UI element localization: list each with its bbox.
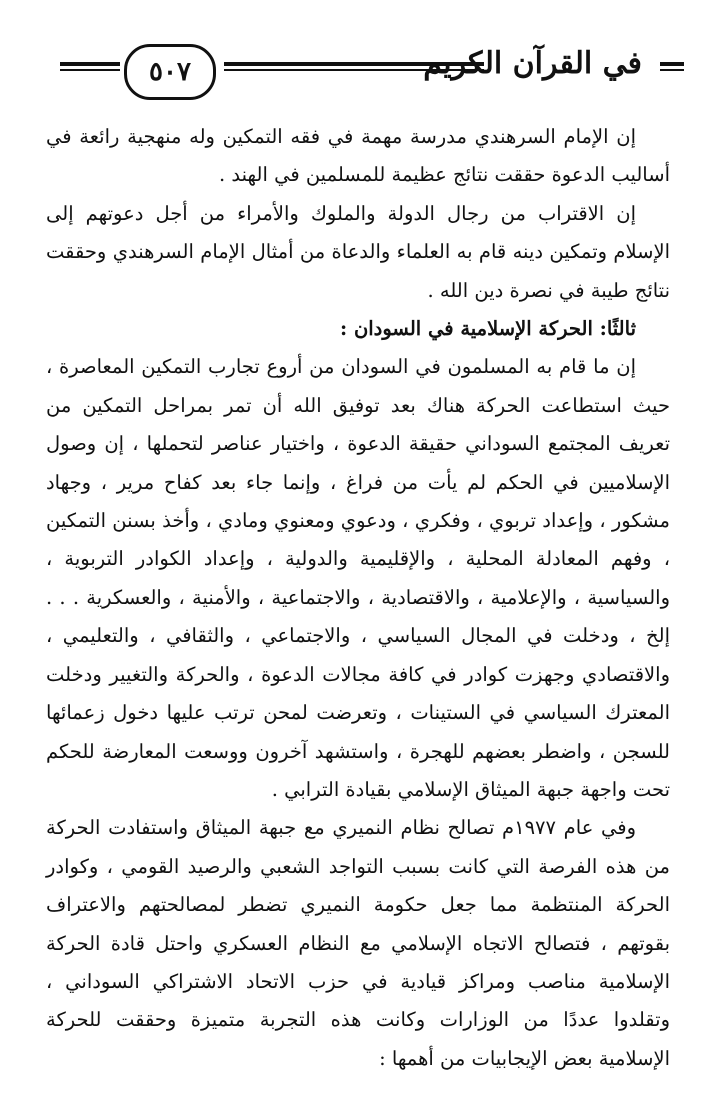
paragraph: إن الإمام السرهندي مدرسة مهمة في فقه التمكين وله منهجية رائعة في أساليب الدعوة حققت نتائج عظيمة للمسلمين في الهند . [46,125,670,187]
page-header [40,38,674,108]
paragraph: إن ما قام به المسلمون في السودان من أروع تجارب التمكين المعاصرة ، حيث استطاعت الحركة هناك بعد توفيق الله أن تمر بمراحل التمكين من تعريف المجتمع السوداني حقيقة الدعوة ، واختيار عناصر لتحملها ، إن وصول الإسلاميين في الحكم لم يأت من فراغ ، وإنما جاء بعد كفاح مرير ، وجهاد مشكور ، وإعداد تربوي ، وفكري ، ودعوي ومعنوي ومادي ، وأخذ بسنن التمكين ، وفهم المعادلة المحلية ، والإقليمية والدولية ، وإعداد الكوادر التربوية ، والسياسية ، والإعلامية ، والاقتصادية ، والاجتماعية ، والأمنية ، والعسكرية . . . إلخ ، ودخلت في المجال السياسي ، والاجتماعي ، والثقافي ، والتعليمي ، والاقتصادي وجهزت كوادر في كافة مجالات الدعوة ، والحركة والتغيير ودخلت المعترك السياسي في الستينات ، وتعرضت لمحن ترتب عليها دخول زعمائها للسجن ، واضطر بعضهم للهجرة ، واستشهد آخرون ووسعت المعارضة للحكم تحت واجهة جبهة الميثاق الإسلامي بقيادة الترابي . [46,355,670,801]
paragraph: وفي عام ١٩٧٧م تصالح نظام النميري مع جبهة الميثاق واستفادت الحركة من هذه الفرصة التي كانت بسبب التواجد الشعبي والرصيد القومي ، وكوادر الحركة المنتظمة مما جعل حكومة النميري تضطر لمصالحتهم والاعتراف بقوتهم ، فتصالح الاتجاه الإسلامي مع النظام العسكري واحتل قادة الحركة الإسلامية مناصب ومراكز قيادية في حزب الاتحاد الاشتراكي السوداني ، وتقلدوا عددًا من الوزارات وكانت هذه التجربة متميزة وحققت للحركة الإسلامية بعض الإيجابيات من أهمها : [46,816,670,1070]
page-body [46,118,670,1078]
paragraph: إن الاقتراب من رجال الدولة والملوك والأمراء من أجل دعوتهم إلى الإسلام وتمكين دينه قام به العلماء والدعاة من أمثال الإمام السرهندي وحققت نتائج طيبة في نصرة دين الله . [46,201,670,302]
page-number: ٥٠٧ [124,44,216,100]
running-title: في القرآن الكريم [423,46,642,81]
section-heading: ثالثًا: الحركة الإسلامية في السودان : [339,317,636,341]
header-rule-right [660,62,684,76]
header-rule-left [60,62,120,76]
